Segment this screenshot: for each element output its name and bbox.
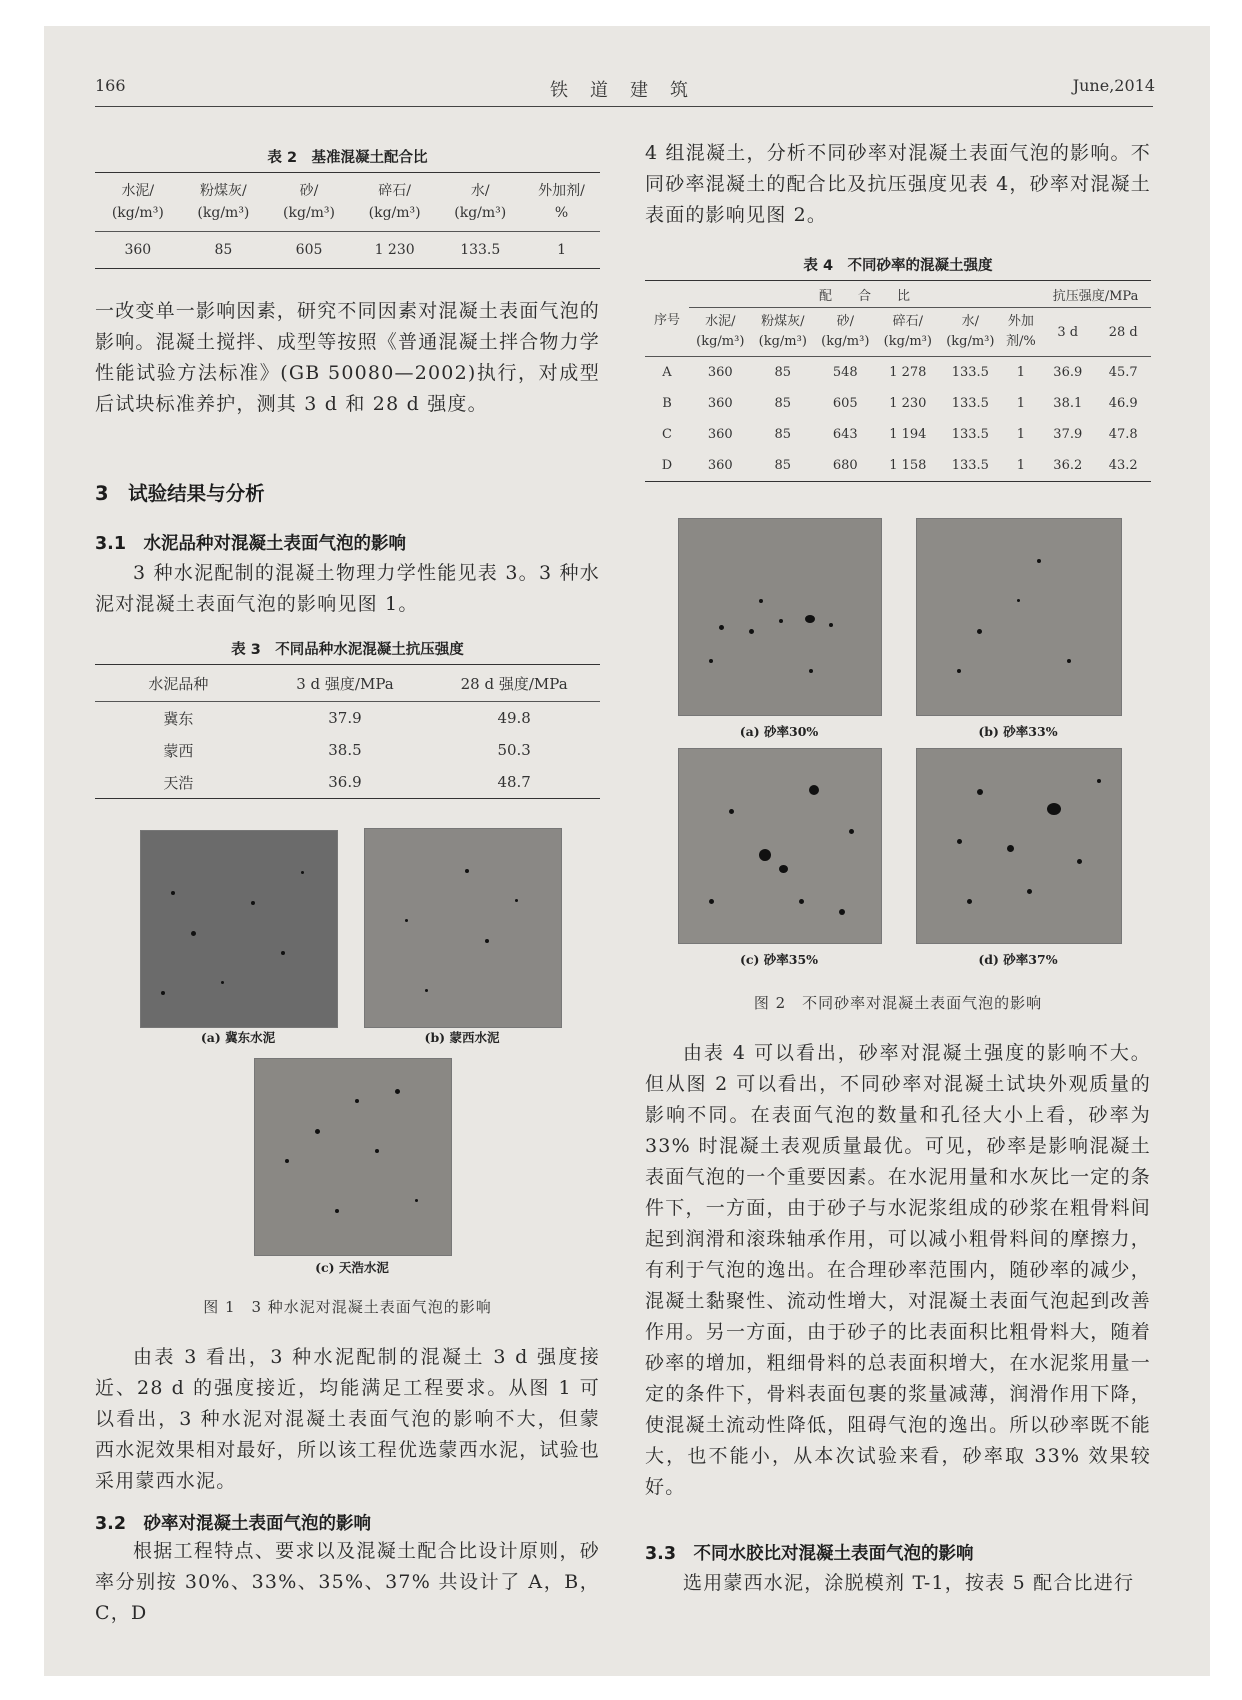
table4-header-cell: 水泥/ (kg/m³) <box>696 314 745 349</box>
subsection-heading: 3.1 水泥品种对混凝土表面气泡的影响 <box>95 534 406 554</box>
table4-cell: 85 <box>774 427 792 442</box>
table-row <box>95 232 600 269</box>
fig1a-image <box>140 830 338 1028</box>
table4-cell: 1 <box>1016 427 1025 442</box>
table3-header-cell: 28 d 强度/MPa <box>460 674 568 693</box>
fig1c-caption: (c) 天浩水泥 <box>315 1260 389 1275</box>
table2-cell: 360 <box>124 242 152 258</box>
table4-cell: 360 <box>707 396 733 411</box>
table4-header-cell: 序号 <box>645 281 689 357</box>
table3-cell: 48.7 <box>497 773 531 791</box>
table4-cell: 1 <box>1016 365 1025 380</box>
table4-cell: B <box>662 396 672 411</box>
table4-cell: 85 <box>774 396 792 411</box>
table4-header-cell: 粉煤灰/ (kg/m³) <box>758 314 807 349</box>
table4-cell: 133.5 <box>951 427 989 442</box>
table-row <box>95 734 600 766</box>
table3-cell: 36.9 <box>328 773 362 791</box>
table2-header-cell: 水/ (kg/m³) <box>454 183 507 221</box>
table4-cell: 548 <box>832 365 858 380</box>
table4-cell: 1 <box>1016 458 1025 473</box>
table2-header-cell: 水泥/ (kg/m³) <box>111 183 164 221</box>
journal-name: 铁 道 建 筑 <box>550 80 690 101</box>
table4-header-cell: 水/ (kg/m³) <box>946 314 995 349</box>
section-heading: 3 试验结果与分析 <box>95 482 265 505</box>
table4-cell: 47.8 <box>1108 427 1138 442</box>
fig2d-caption: (d) 砂率37% <box>978 952 1058 967</box>
table-row <box>645 388 1151 419</box>
table4-cell: 133.5 <box>951 458 989 473</box>
paragraph: 4 组混凝土，分析不同砂率对混凝土表面气泡的影响。不同砂率混凝土的配合比及抗压强度见表 4，砂率对混凝土表面的影响见图 2。 <box>645 142 1151 226</box>
table4-header-cell: 3 d <box>1057 324 1079 340</box>
subsection-heading: 3.3 不同水胶比对混凝土表面气泡的影响 <box>645 1544 974 1564</box>
fig2-title: 图 2 不同砂率对混凝土表面气泡的影响 <box>753 994 1043 1012</box>
paragraph: 根据工程特点、要求以及混凝土配合比设计原则，砂率分别按 30%、33%、35%、37% 共设计了 A，B，C，D <box>95 1540 600 1624</box>
table4-group-header: 抗压强度/MPa <box>1040 281 1151 308</box>
table4-cell: 85 <box>774 365 792 380</box>
table4-cell: 133.5 <box>951 365 989 380</box>
table2-caption: 表 2 基准混凝土配合比 <box>267 150 428 166</box>
table-row <box>645 450 1151 482</box>
issue-date: June,2014 <box>1072 76 1155 95</box>
table4-cell: 85 <box>774 458 792 473</box>
table4-cell: 46.9 <box>1108 396 1138 411</box>
paragraph: 由表 4 可以看出，砂率对混凝土强度的影响不大。但从图 2 可以看出，不同砂率对混凝土试块外观质量的影响不同。在表面气泡的数量和孔径大小上看，砂率为 33% 时混凝土表观质量最优。可见，砂率是影响混凝土表面气泡的一个重要因素。在水泥用量和水灰比一定的条件下，一方面，由于砂子与水泥浆组成的砂浆在粗骨料间起到润滑和滚珠轴承作用，可以减小粗骨料间的摩擦力，有利于气泡的逸出。在合理砂率范围内，随砂率的减少，混凝土黏聚性、流动性增大，对混凝土表面气泡起到改善作用。另一方面，由于砂子的比表面积比粗骨料大，随着砂率的增加，粗细骨料的总表面积增大，在水泥浆用量一定的条件下，骨料表面包裹的浆量减薄，润滑作用下降，使混凝土流动性降低，阻碍气泡的逸出。所以砂率既不能大，也不能小，从本次试验来看，砂率取 33% 效果较好。 <box>645 1042 1151 1498</box>
table3-caption: 表 3 不同品种水泥混凝土抗压强度 <box>231 642 464 658</box>
table4-cell: 38.1 <box>1053 396 1083 411</box>
table4-cell: 43.2 <box>1108 458 1138 473</box>
table-row <box>95 702 600 735</box>
table2-cell: 1 230 <box>374 242 415 258</box>
table3 <box>95 664 600 799</box>
fig2a-caption: (a) 砂率30% <box>739 724 819 739</box>
table3-header-cell: 3 d 强度/MPa <box>296 674 394 693</box>
table4-header-cell: 外加 剂/% <box>1005 314 1036 349</box>
table3-cell: 冀东 <box>163 709 194 728</box>
table2-cell: 133.5 <box>460 242 501 258</box>
table2-header-cell: 碎石/ (kg/m³) <box>368 183 421 221</box>
table-row <box>645 419 1151 450</box>
fig2b-caption: (b) 砂率33% <box>978 724 1058 739</box>
paragraph: 由表 3 看出，3 种水泥配制的混凝土 3 d 强度接近、28 d 的强度接近，均能满足工程要求。从图 1 可以看出，3 种水泥对混凝土表面气泡的影响不大，但蒙西水泥效果相对最好，所以该工程优选蒙西水泥，试验也采用蒙西水泥。 <box>95 1346 601 1492</box>
table4-cell: 360 <box>707 365 733 380</box>
subsection-heading: 3.2 砂率对混凝土表面气泡的影响 <box>95 1514 371 1534</box>
fig2d-image <box>916 748 1122 944</box>
table2-header-cell: 外加剂/ % <box>538 183 585 221</box>
table2-cell: 605 <box>295 242 323 258</box>
table4-cell: 36.9 <box>1053 365 1083 380</box>
table4-header-cell: 碎石/ (kg/m³) <box>883 314 932 349</box>
table4-cell: 643 <box>832 427 858 442</box>
fig1b-image <box>364 828 562 1028</box>
table2-header-cell: 砂/ (kg/m³) <box>283 183 336 221</box>
fig2c-caption: (c) 砂率35% <box>739 952 819 967</box>
paragraph: 3 种水泥配制的混凝土物理力学性能见表 3。3 种水泥对混凝土表面气泡的影响见图 1。 <box>95 562 600 615</box>
fig1a-caption: (a) 冀东水泥 <box>200 1030 276 1045</box>
table4-cell: 605 <box>832 396 858 411</box>
table4-cell: 45.7 <box>1108 365 1138 380</box>
table3-cell: 37.9 <box>328 709 362 727</box>
page-number: 166 <box>95 76 126 95</box>
table3-cell: 50.3 <box>497 741 531 759</box>
paragraph: 一改变单一影响因素，研究不同因素对混凝土表面气泡的影响。混凝土搅拌、成型等按照《普通混凝土拌合物力学性能试验方法标准》(GB 50080—2002)执行，对成型后试块标准养护，测其 3 d 和 28 d 强度。 <box>95 300 601 415</box>
table3-cell: 天浩 <box>163 773 194 792</box>
fig1c-image <box>254 1058 452 1256</box>
table4-cell: A <box>662 365 672 380</box>
table4-cell: 360 <box>707 427 733 442</box>
table4-cell: 36.2 <box>1053 458 1083 473</box>
table4-header-cell: 28 d <box>1108 324 1138 340</box>
table4-cell: 1 194 <box>889 427 927 442</box>
fig1-title: 图 1 3 种水泥对混凝土表面气泡的影响 <box>203 1298 492 1316</box>
table3-cell: 38.5 <box>328 741 362 759</box>
table3-header-cell: 水泥品种 <box>148 674 209 693</box>
table2 <box>95 172 600 269</box>
table4-cell: 1 278 <box>889 365 927 380</box>
paragraph: 选用蒙西水泥，涂脱模剂 T-1，按表 5 配合比进行 <box>683 1572 1135 1594</box>
table-row <box>95 766 600 799</box>
table4-cell: 133.5 <box>951 396 989 411</box>
table4-cell: D <box>661 458 673 473</box>
table-row <box>645 357 1151 389</box>
table2-cell: 1 <box>557 242 566 258</box>
table4-cell: 1 230 <box>889 396 927 411</box>
table4-cell: C <box>662 427 672 442</box>
table4-cell: 37.9 <box>1053 427 1083 442</box>
table4-cell: 680 <box>832 458 858 473</box>
table4-cell: 1 158 <box>889 458 927 473</box>
table3-cell: 蒙西 <box>163 741 194 760</box>
table4-cell: 360 <box>707 458 733 473</box>
table2-header-cell: 粉煤灰/ (kg/m³) <box>197 183 250 221</box>
fig2b-image <box>916 518 1122 716</box>
table3-cell: 49.8 <box>497 709 531 727</box>
table2-cell: 85 <box>214 242 233 258</box>
table4-caption: 表 4 不同砂率的混凝土强度 <box>803 258 993 274</box>
header-rule <box>95 106 1153 107</box>
table4 <box>645 280 1151 482</box>
table4-cell: 1 <box>1016 396 1025 411</box>
fig1b-caption: (b) 蒙西水泥 <box>424 1030 500 1045</box>
fig2c-image <box>678 748 882 944</box>
table4-header-cell: 砂/ (kg/m³) <box>821 314 870 349</box>
fig2a-image <box>678 518 882 716</box>
table4-group-header: 配 合 比 <box>689 281 1040 308</box>
